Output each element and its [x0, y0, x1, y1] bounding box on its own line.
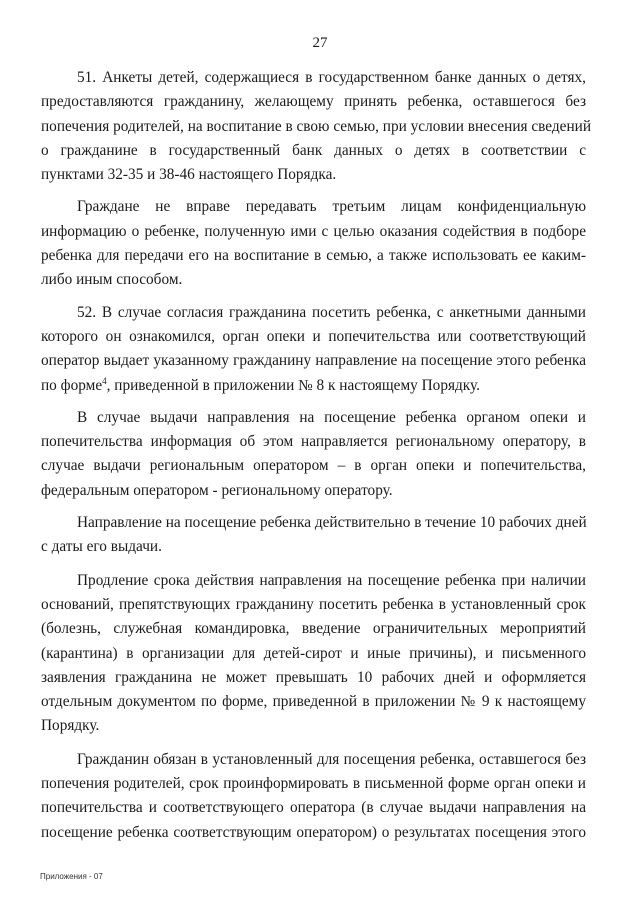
text-line: (болезнь, служебная командировка, введение ограничительных мероприятий [41, 620, 586, 638]
text-line: Продление срока действия направления на посещение ребенка при наличии [77, 571, 586, 589]
text-line: заявления гражданина не может превышать 10 рабочих дней и оформляется [41, 668, 586, 686]
text-line: 51. Анкеты детей, содержащиеся в государственном банке данных о детях, [77, 69, 586, 86]
paragraph-confidentiality [41, 195, 586, 292]
text-line: о гражданине в государственный банк данных о детях в соответствии с [41, 141, 586, 159]
text-line: (карантина) в организации для детей-сирот и иные причины), и письменного [41, 644, 586, 662]
page-number: 27 [312, 35, 328, 51]
text-line: отдельным документом по форме, приведенной в приложении № 9 к настоящему [41, 693, 586, 711]
document-body [41, 66, 592, 845]
text-fragment: по форме [41, 376, 103, 394]
text-line: 52. В случае согласия гражданина посетить ребенка, с анкетными данными [77, 303, 586, 321]
paragraph-extension [41, 569, 586, 739]
text-line: оператор выдает указанному гражданину направление на посещение этого ребенка [41, 352, 586, 370]
text-line: Порядку. [41, 717, 100, 735]
text-line: пунктами 32-35 и 38-46 настоящего Порядка. [41, 166, 337, 184]
text-line: посещение ребенка соответствующим оператором) о результатах посещения этого [41, 823, 586, 841]
text-line: либо иным способом. [41, 271, 183, 289]
text-fragment: , приведенной в приложении № 8 к настоящему Порядку. [106, 376, 480, 394]
text-line: попечения родителей, на воспитание в свою семью, при условии внесения сведений [41, 117, 592, 135]
text-line: Граждане не вправе передавать третьим лицам конфиденциальную [77, 198, 586, 216]
paragraph-obligation [41, 748, 586, 845]
text-line: предоставляются гражданину, желающему принять ребенка, оставшегося без [41, 93, 586, 111]
text-line: попечительства информация об этом направляется региональному оператору, в [41, 433, 586, 451]
text-line: случае выдачи региональным оператором – в орган опеки и попечительства, [41, 457, 586, 475]
paragraph-validity [41, 511, 586, 560]
text-line: информацию о ребенке, полученную ими с целью оказания содействия в подборе [41, 222, 586, 240]
text-line: которого он ознакомился, орган опеки и попечительства или соответствующий [41, 327, 586, 345]
text-line: В случае выдачи направления на посещение ребенка органом опеки и [77, 408, 586, 426]
text-line [41, 374, 586, 398]
footnote-mark: 4 [102, 375, 107, 386]
paragraph-51 [41, 66, 592, 187]
text-line: федеральным оператором - региональному оператору. [41, 481, 393, 499]
page-footer: Приложения - 07 [40, 872, 103, 881]
text-line: оснований, препятствующих гражданину посетить ребенка в установленный срок [41, 595, 586, 613]
text-line: ребенка для передачи его на воспитание в семью, а также использовать ее каким- [41, 247, 586, 265]
text-line: с даты его выдачи. [41, 538, 162, 556]
paragraph-issuance [41, 406, 586, 503]
text-line: попечительства и соответствующего оператора (в случае выдачи направления на [41, 799, 586, 817]
text-line: Направление на посещение ребенка действительно в течение 10 рабочих дней [77, 514, 587, 532]
text-line: Гражданин обязан в установленный для посещения ребенка, оставшегося без [77, 750, 586, 768]
text-line: попечения родителей, срок проинформировать в письменной форме орган опеки и [41, 775, 586, 793]
paragraph-52 [41, 301, 586, 398]
